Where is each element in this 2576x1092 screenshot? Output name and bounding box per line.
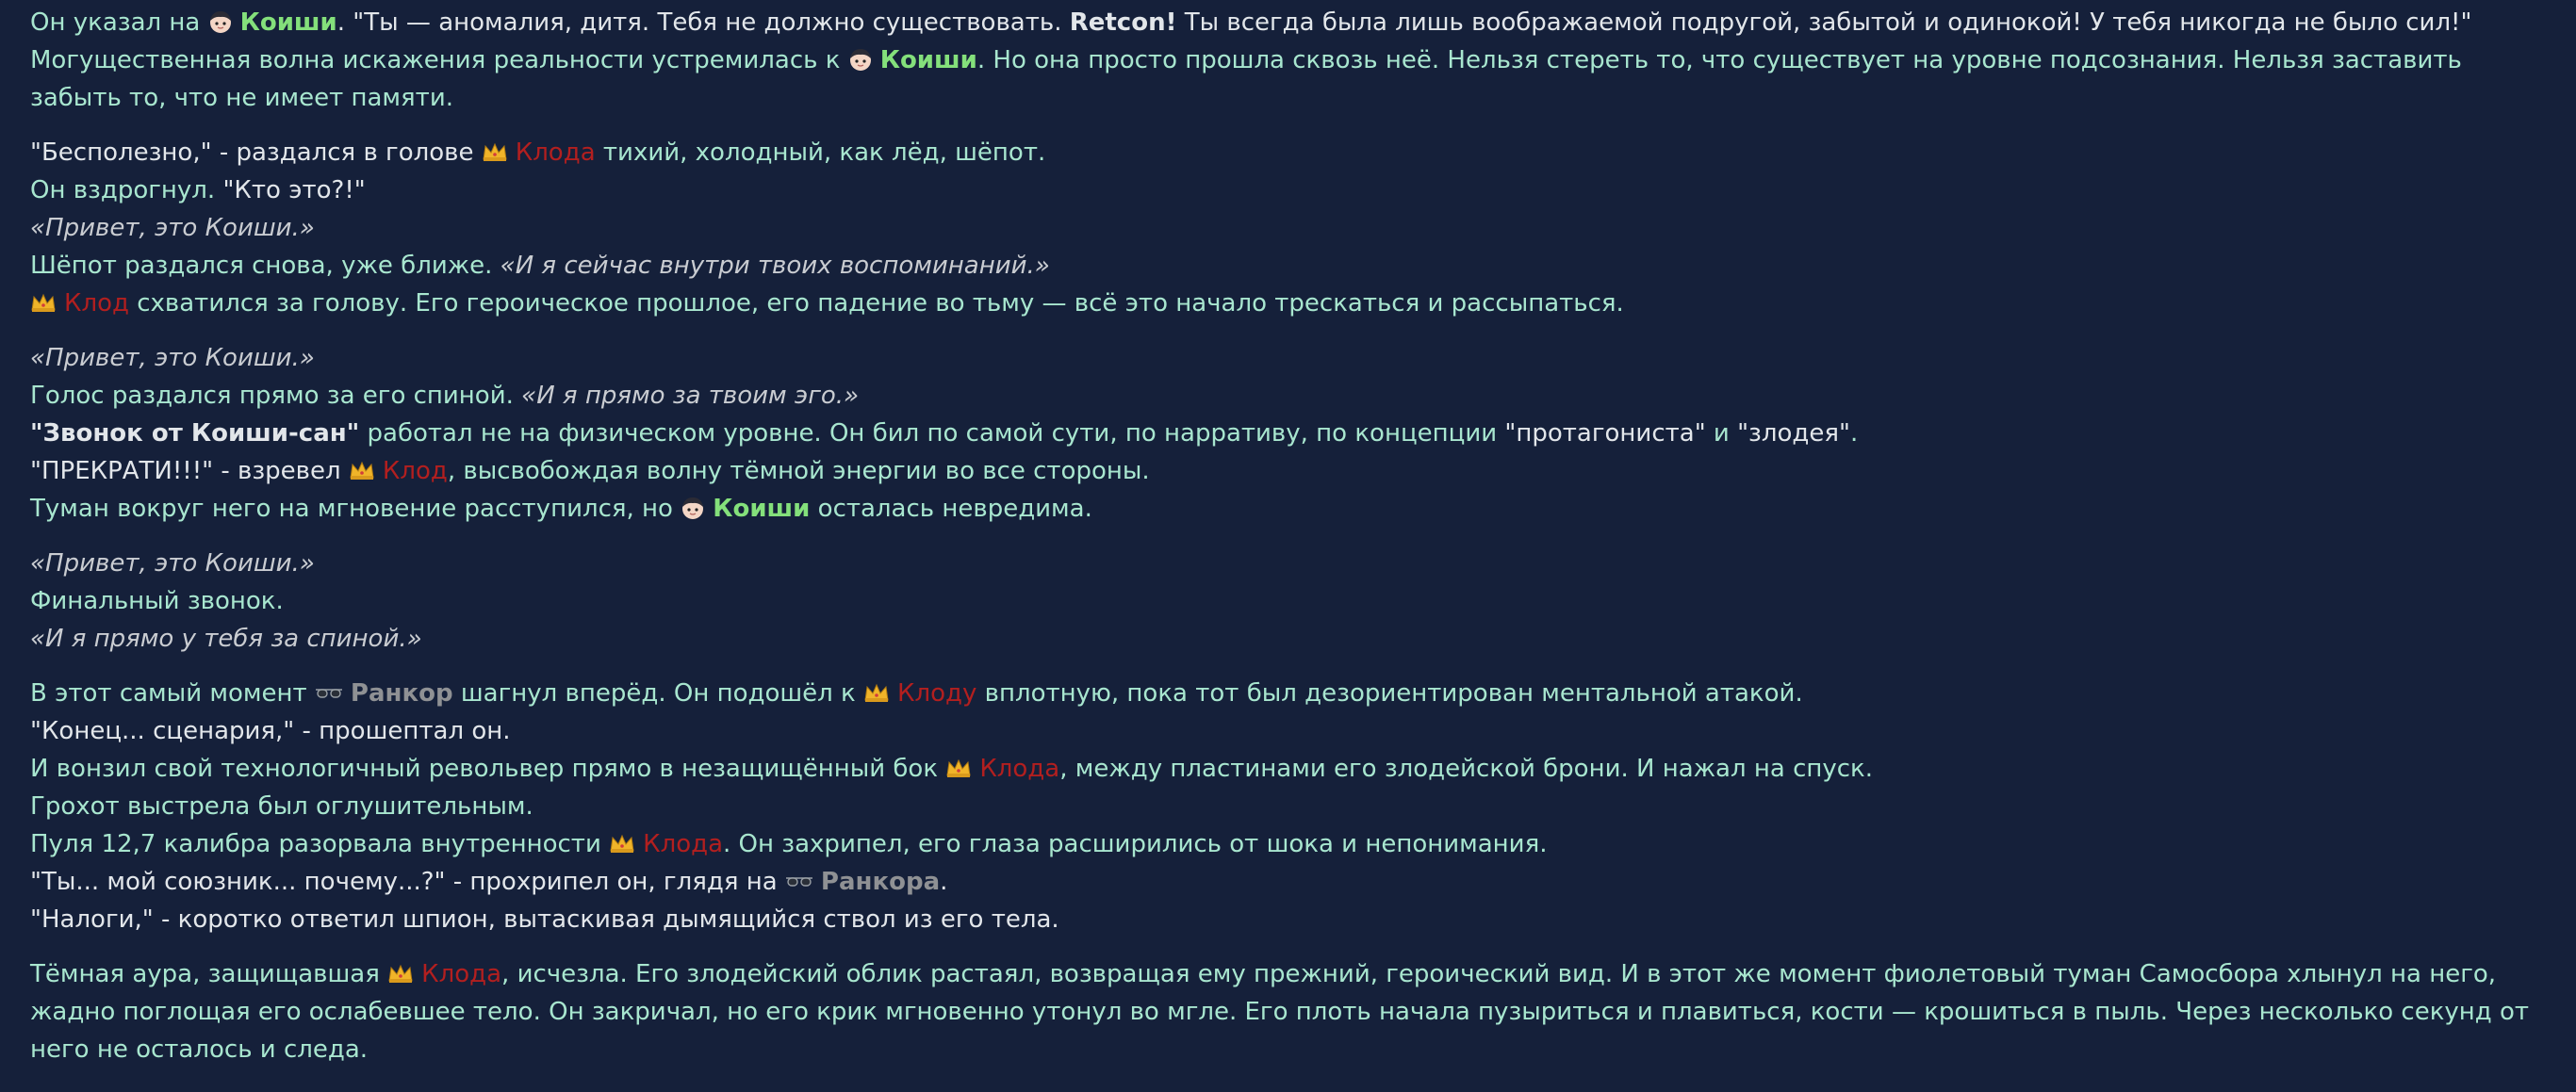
story-paragraph bbox=[30, 545, 2546, 658]
koishi-face-icon bbox=[848, 45, 873, 70]
koishi-face-icon bbox=[681, 494, 705, 518]
story-paragraph bbox=[30, 675, 2546, 938]
narration-text: Грохот выстрела был оглушительным. bbox=[30, 792, 533, 821]
character-mention-rankor bbox=[785, 868, 940, 896]
character-mention-klod bbox=[863, 679, 976, 708]
narration-text: , исчезла. Его злодейский облик растаял, возвращая ему прежний, героический вид. И в этот же момент фиолетовый туман Самосбора хлынул на него, жадно поглощая его ослабевшее тело. Он закричал, но его крик мгновенно утонул во мгле. Его плоть начала пузыриться и плавиться, кости — крошиться в пыль. Через несколько секунд от него не осталось и следа. bbox=[30, 960, 2530, 1064]
character-name: Клод bbox=[64, 289, 129, 318]
whisper-text: «И я сейчас внутри твоих воспоминаний.» bbox=[500, 252, 1050, 280]
sunglasses-icon bbox=[315, 676, 343, 693]
whisper-text: «И я прямо за твоим эго.» bbox=[521, 382, 860, 410]
story-line bbox=[30, 582, 2546, 620]
narration-text: . Он захрипел, его глаза расширились от шока и непонимания. bbox=[723, 830, 1548, 858]
character-name: Ранкор bbox=[350, 679, 453, 708]
narration-text: . Но она просто прошла сквозь неё. Нельзя стереть то, что существует на уровне подсознания. Нельзя заставить забыть то, что не имеет памяти. bbox=[30, 46, 2462, 112]
story-line bbox=[30, 712, 2546, 750]
character-name: Коиши bbox=[713, 495, 811, 523]
narration-text: Он вздрогнул. bbox=[30, 176, 223, 204]
character-mention-klod bbox=[609, 830, 723, 858]
dialogue-text: Ты всегда была лишь воображаемой подругой, забытой и одинокой! У тебя никогда не было сил!" bbox=[1176, 8, 2472, 37]
story-line bbox=[30, 4, 2546, 41]
story-paragraph bbox=[30, 134, 2546, 322]
story-paragraph bbox=[30, 339, 2546, 528]
narration-text: , между пластинами его злодейской брони. И нажал на спуск. bbox=[1059, 755, 1874, 783]
narration-text: вплотную, пока тот был дезориентирован ментальной атакой. bbox=[976, 679, 1803, 708]
character-name: Ранкора bbox=[820, 868, 941, 896]
narration-text: тихий, холодный, как лёд, шёпот. bbox=[595, 139, 1046, 167]
narration-text: осталась невредима. bbox=[810, 495, 1092, 523]
story-line bbox=[30, 863, 2546, 901]
dialogue-text: . "Ты — аномалия, дитя. Тебя не должно существовать. bbox=[336, 8, 1070, 37]
narration-text: работал не на физическом уровне. Он бил по самой сути, по нарративу, по концепции bbox=[359, 419, 1505, 448]
character-name: Коиши bbox=[239, 8, 337, 37]
dialogue-text: "Ты... мой союзник... почему...?" - прохрипел он, глядя на bbox=[30, 868, 785, 896]
narration-text: шагнул вперёд. Он подошёл к bbox=[452, 679, 864, 708]
crown-icon bbox=[482, 136, 508, 156]
narration-text: Он указал на bbox=[30, 8, 208, 37]
narration-text: Финальный звонок. bbox=[30, 587, 284, 615]
story-paragraph bbox=[30, 955, 2546, 1068]
story-line bbox=[30, 41, 2546, 117]
character-name: Клод bbox=[382, 457, 448, 485]
character-name: Клоду bbox=[897, 679, 977, 708]
crown-icon bbox=[30, 286, 57, 307]
dialogue-text: "Налоги," - коротко ответил шпион, вытаскивая дымящийся ствол из его тела. bbox=[30, 905, 1059, 934]
character-mention-koishi bbox=[681, 495, 810, 523]
narration-text: схватился за голову. Его героическое прошлое, его падение во тьму — всё это начало трескаться и рассыпаться. bbox=[128, 289, 1624, 318]
dialogue-text: "Кто это?!" bbox=[222, 176, 366, 204]
narration-text: . bbox=[1849, 419, 1859, 448]
narration-text: Голос раздался прямо за его спиной. bbox=[30, 382, 522, 410]
story-line bbox=[30, 209, 2546, 247]
whisper-text: «Привет, это Коиши.» bbox=[30, 549, 315, 578]
crown-icon bbox=[387, 957, 414, 978]
crown-icon bbox=[609, 827, 635, 848]
dialogue-text: "протагониста" bbox=[1504, 419, 1706, 448]
story-line bbox=[30, 339, 2546, 377]
story-line bbox=[30, 750, 2546, 788]
narration-text: Туман вокруг него на мгновение расступился, но bbox=[30, 495, 681, 523]
dialogue-text: "Конец... сценария," - прошептал он. bbox=[30, 717, 511, 745]
story-line bbox=[30, 620, 2546, 658]
character-mention-koishi bbox=[848, 46, 977, 74]
crown-icon bbox=[945, 752, 972, 773]
dialogue-emphasis: Retcon! bbox=[1069, 8, 1177, 37]
narration-text: Пуля 12,7 калибра разорвала внутренности bbox=[30, 830, 610, 858]
story-line bbox=[30, 825, 2546, 863]
character-name: Коиши bbox=[879, 46, 977, 74]
character-name: Клода bbox=[979, 755, 1060, 783]
dialogue-text: "ПРЕКРАТИ!!!" - взревел bbox=[30, 457, 349, 485]
character-name: Клода bbox=[643, 830, 724, 858]
story-line bbox=[30, 415, 2546, 452]
story-line bbox=[30, 545, 2546, 582]
narration-text: Тёмная аура, защищавшая bbox=[30, 960, 388, 988]
story-paragraph bbox=[30, 4, 2546, 117]
sunglasses-icon bbox=[785, 864, 813, 881]
narration-text: , высвобождая волну тёмной энергии во все стороны. bbox=[447, 457, 1150, 485]
character-mention-klod bbox=[349, 457, 448, 485]
character-mention-klod bbox=[387, 960, 501, 988]
narration-text: и bbox=[1705, 419, 1738, 448]
character-name: Клода bbox=[421, 960, 502, 988]
story-line bbox=[30, 955, 2546, 1068]
story-line bbox=[30, 285, 2546, 322]
narration-text: В этот самый момент bbox=[30, 679, 315, 708]
character-mention-klod bbox=[30, 289, 129, 318]
character-mention-koishi bbox=[208, 8, 337, 37]
dialogue-text: "Бесполезно," - раздался в голове bbox=[30, 139, 482, 167]
dialogue-emphasis: "Звонок от Коиши-сан" bbox=[30, 419, 360, 448]
story-line bbox=[30, 490, 2546, 528]
narration-text: Шёпот раздался снова, уже ближе. bbox=[30, 252, 500, 280]
narration-text: И вонзил свой технологичный револьвер прямо в незащищённый бок bbox=[30, 755, 946, 783]
dialogue-text: . bbox=[940, 868, 948, 896]
narration-text: Могущественная волна искажения реальности устремилась к bbox=[30, 46, 848, 74]
story-line bbox=[30, 377, 2546, 415]
whisper-text: «Привет, это Коиши.» bbox=[30, 214, 315, 242]
crown-icon bbox=[863, 676, 890, 697]
crown-icon bbox=[349, 454, 375, 475]
story-line bbox=[30, 675, 2546, 712]
story-line bbox=[30, 452, 2546, 490]
story-line bbox=[30, 134, 2546, 171]
whisper-text: «Привет, это Коиши.» bbox=[30, 344, 315, 372]
character-mention-klod bbox=[482, 139, 596, 167]
koishi-face-icon bbox=[208, 8, 233, 32]
character-mention-rankor bbox=[315, 679, 453, 708]
story-line bbox=[30, 247, 2546, 285]
whisper-text: «И я прямо у тебя за спиной.» bbox=[30, 625, 422, 653]
story-line bbox=[30, 788, 2546, 825]
story-line bbox=[30, 901, 2546, 938]
dialogue-text: "злодея" bbox=[1737, 419, 1850, 448]
character-name: Клода bbox=[515, 139, 596, 167]
character-mention-klod bbox=[945, 755, 1059, 783]
story-line bbox=[30, 171, 2546, 209]
